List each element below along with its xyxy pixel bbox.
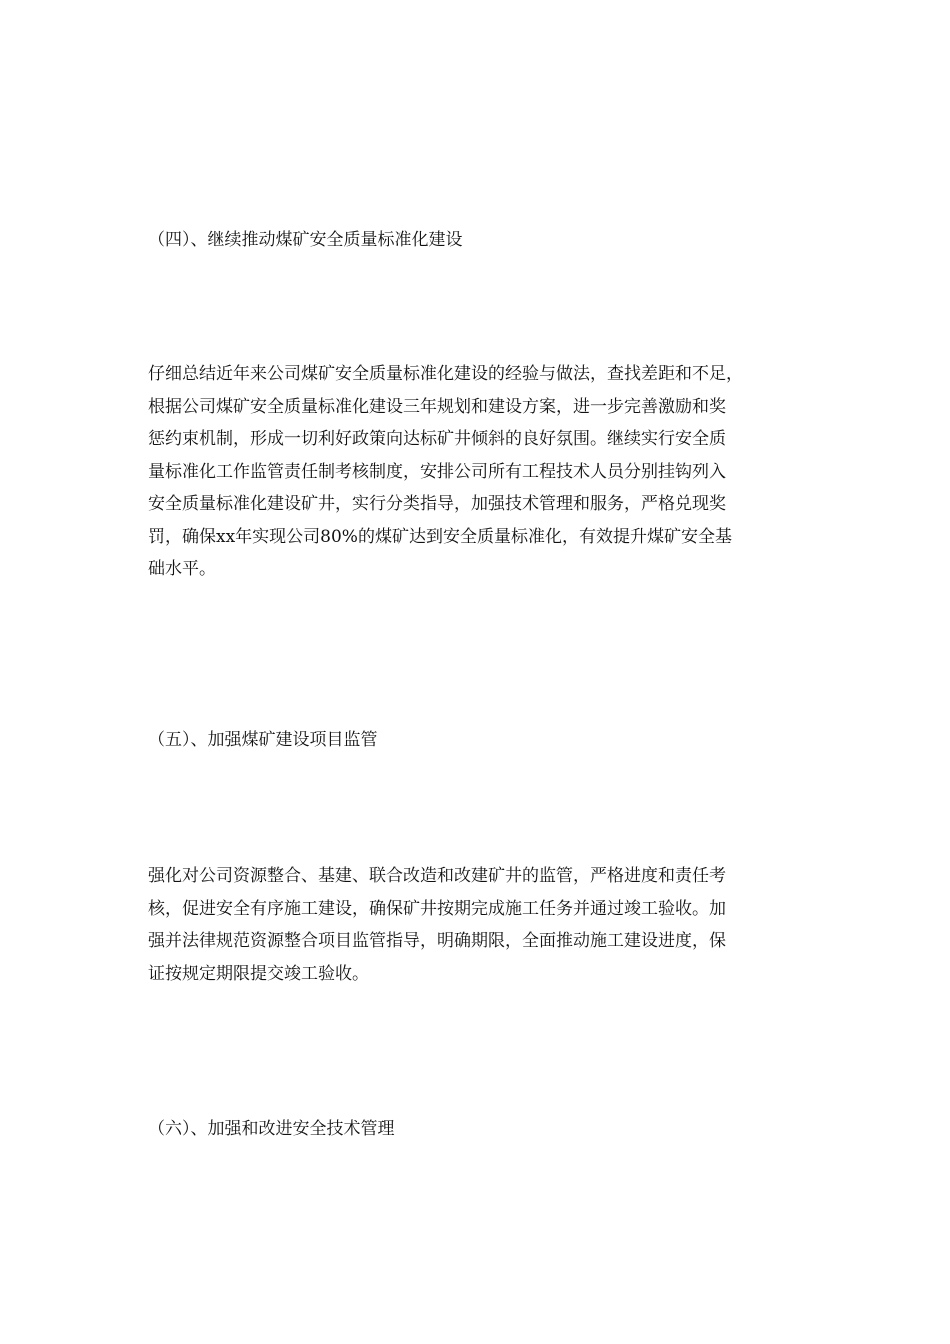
paragraph-line: 核，促进安全有序施工建设，确保矿井按期完成施工任务并通过竣工验收。加 <box>148 898 726 919</box>
section-heading-6: （六）、加强和改进安全技术管理 <box>148 1119 395 1139</box>
paragraph-line: 础水平。 <box>148 559 216 579</box>
section-paragraph-5 <box>148 860 838 990</box>
paragraph-line: 强化对公司资源整合、基建、联合改造和改建矿井的监管，严格进度和责任考 <box>148 866 726 886</box>
paragraph-line: 惩约束机制，形成一切利好政策向达标矿井倾斜的良好氛围。继续实行安全质 <box>148 429 726 449</box>
section-heading-5: （五）、加强煤矿建设项目监管 <box>148 730 378 750</box>
paragraph-line: 仔细总结近年来公司煤矿安全质量标准化建设的经验与做法，查找差距和不足， <box>148 364 743 384</box>
paragraph-line: 罚，确保xx年实现公司80%的煤矿达到安全质量标准化，有效提升煤矿安全基 <box>148 526 732 547</box>
paragraph-line: 量标准化工作监管责任制考核制度，安排公司所有工程技术人员分别挂钩列入 <box>148 461 726 482</box>
paragraph-line: 安全质量标准化建设矿井，实行分类指导，加强技术管理和服务，严格兑现奖 <box>148 494 726 514</box>
paragraph-line: 强并法律规范资源整合项目监管指导，明确期限，全面推动施工建设进度，保 <box>148 931 726 951</box>
paragraph-line: 证按规定期限提交竣工验收。 <box>148 963 369 984</box>
section-heading-4: （四）、继续推动煤矿安全质量标准化建设 <box>148 230 463 250</box>
paragraph-line: 根据公司煤矿安全质量标准化建设三年规划和建设方案，进一步完善激励和奖 <box>148 396 726 417</box>
section-paragraph-4 <box>148 358 838 586</box>
